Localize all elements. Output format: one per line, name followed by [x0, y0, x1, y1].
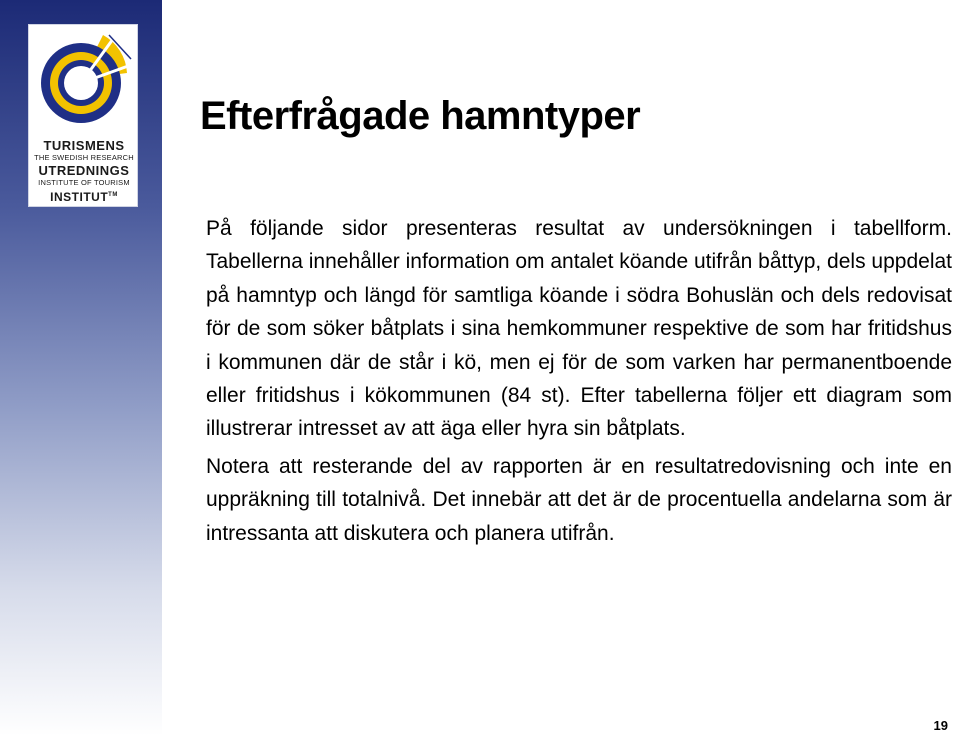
logo-line-2: THE SWEDISH RESEARCH: [34, 153, 134, 162]
logo: [28, 24, 138, 207]
page-number: 19: [933, 718, 948, 733]
paragraph-1: På följande sidor presenteras resultat av undersökningen i tabellform. Tabellerna innehåller information om antalet köande utifrån båttyp, dels uppdelat på hamntyp och längd för samtliga köande i södra Bohuslän och dels redovisat för de som söker båtplats i sina hemkommuner respektive de som har fritidshus i kommunen där de står i kö, men ej för de som varken har permanentboende eller fritidshus i kökommunen (84 st). Efter tabellerna följer ett diagram som illustrerar intresset av att äga eller hyra sin båtplats.: [206, 217, 952, 441]
page-title: Efterfrågade hamntyper: [200, 94, 641, 138]
sidebar: [0, 0, 162, 736]
logo-trademark: TM: [108, 192, 118, 198]
logo-line-5: [29, 188, 139, 204]
logo-emblem-icon: [31, 29, 137, 129]
logo-wordmark: [29, 138, 139, 204]
paragraph-2: Notera att resterande del av rapporten är en resultatredovisning och inte en uppräkning till totalnivå. Det innebär att det är de procentuella andelarna som är intressanta att diskutera och planera utifrån.: [206, 454, 952, 545]
logo-line-4: INSTITUTE OF TOURISM: [38, 178, 130, 187]
logo-institut-text: INSTITUT: [50, 190, 109, 204]
logo-line-1: TURISMENS: [43, 138, 125, 153]
logo-line-3: UTREDNINGS: [38, 163, 130, 178]
body-text: [206, 212, 952, 550]
